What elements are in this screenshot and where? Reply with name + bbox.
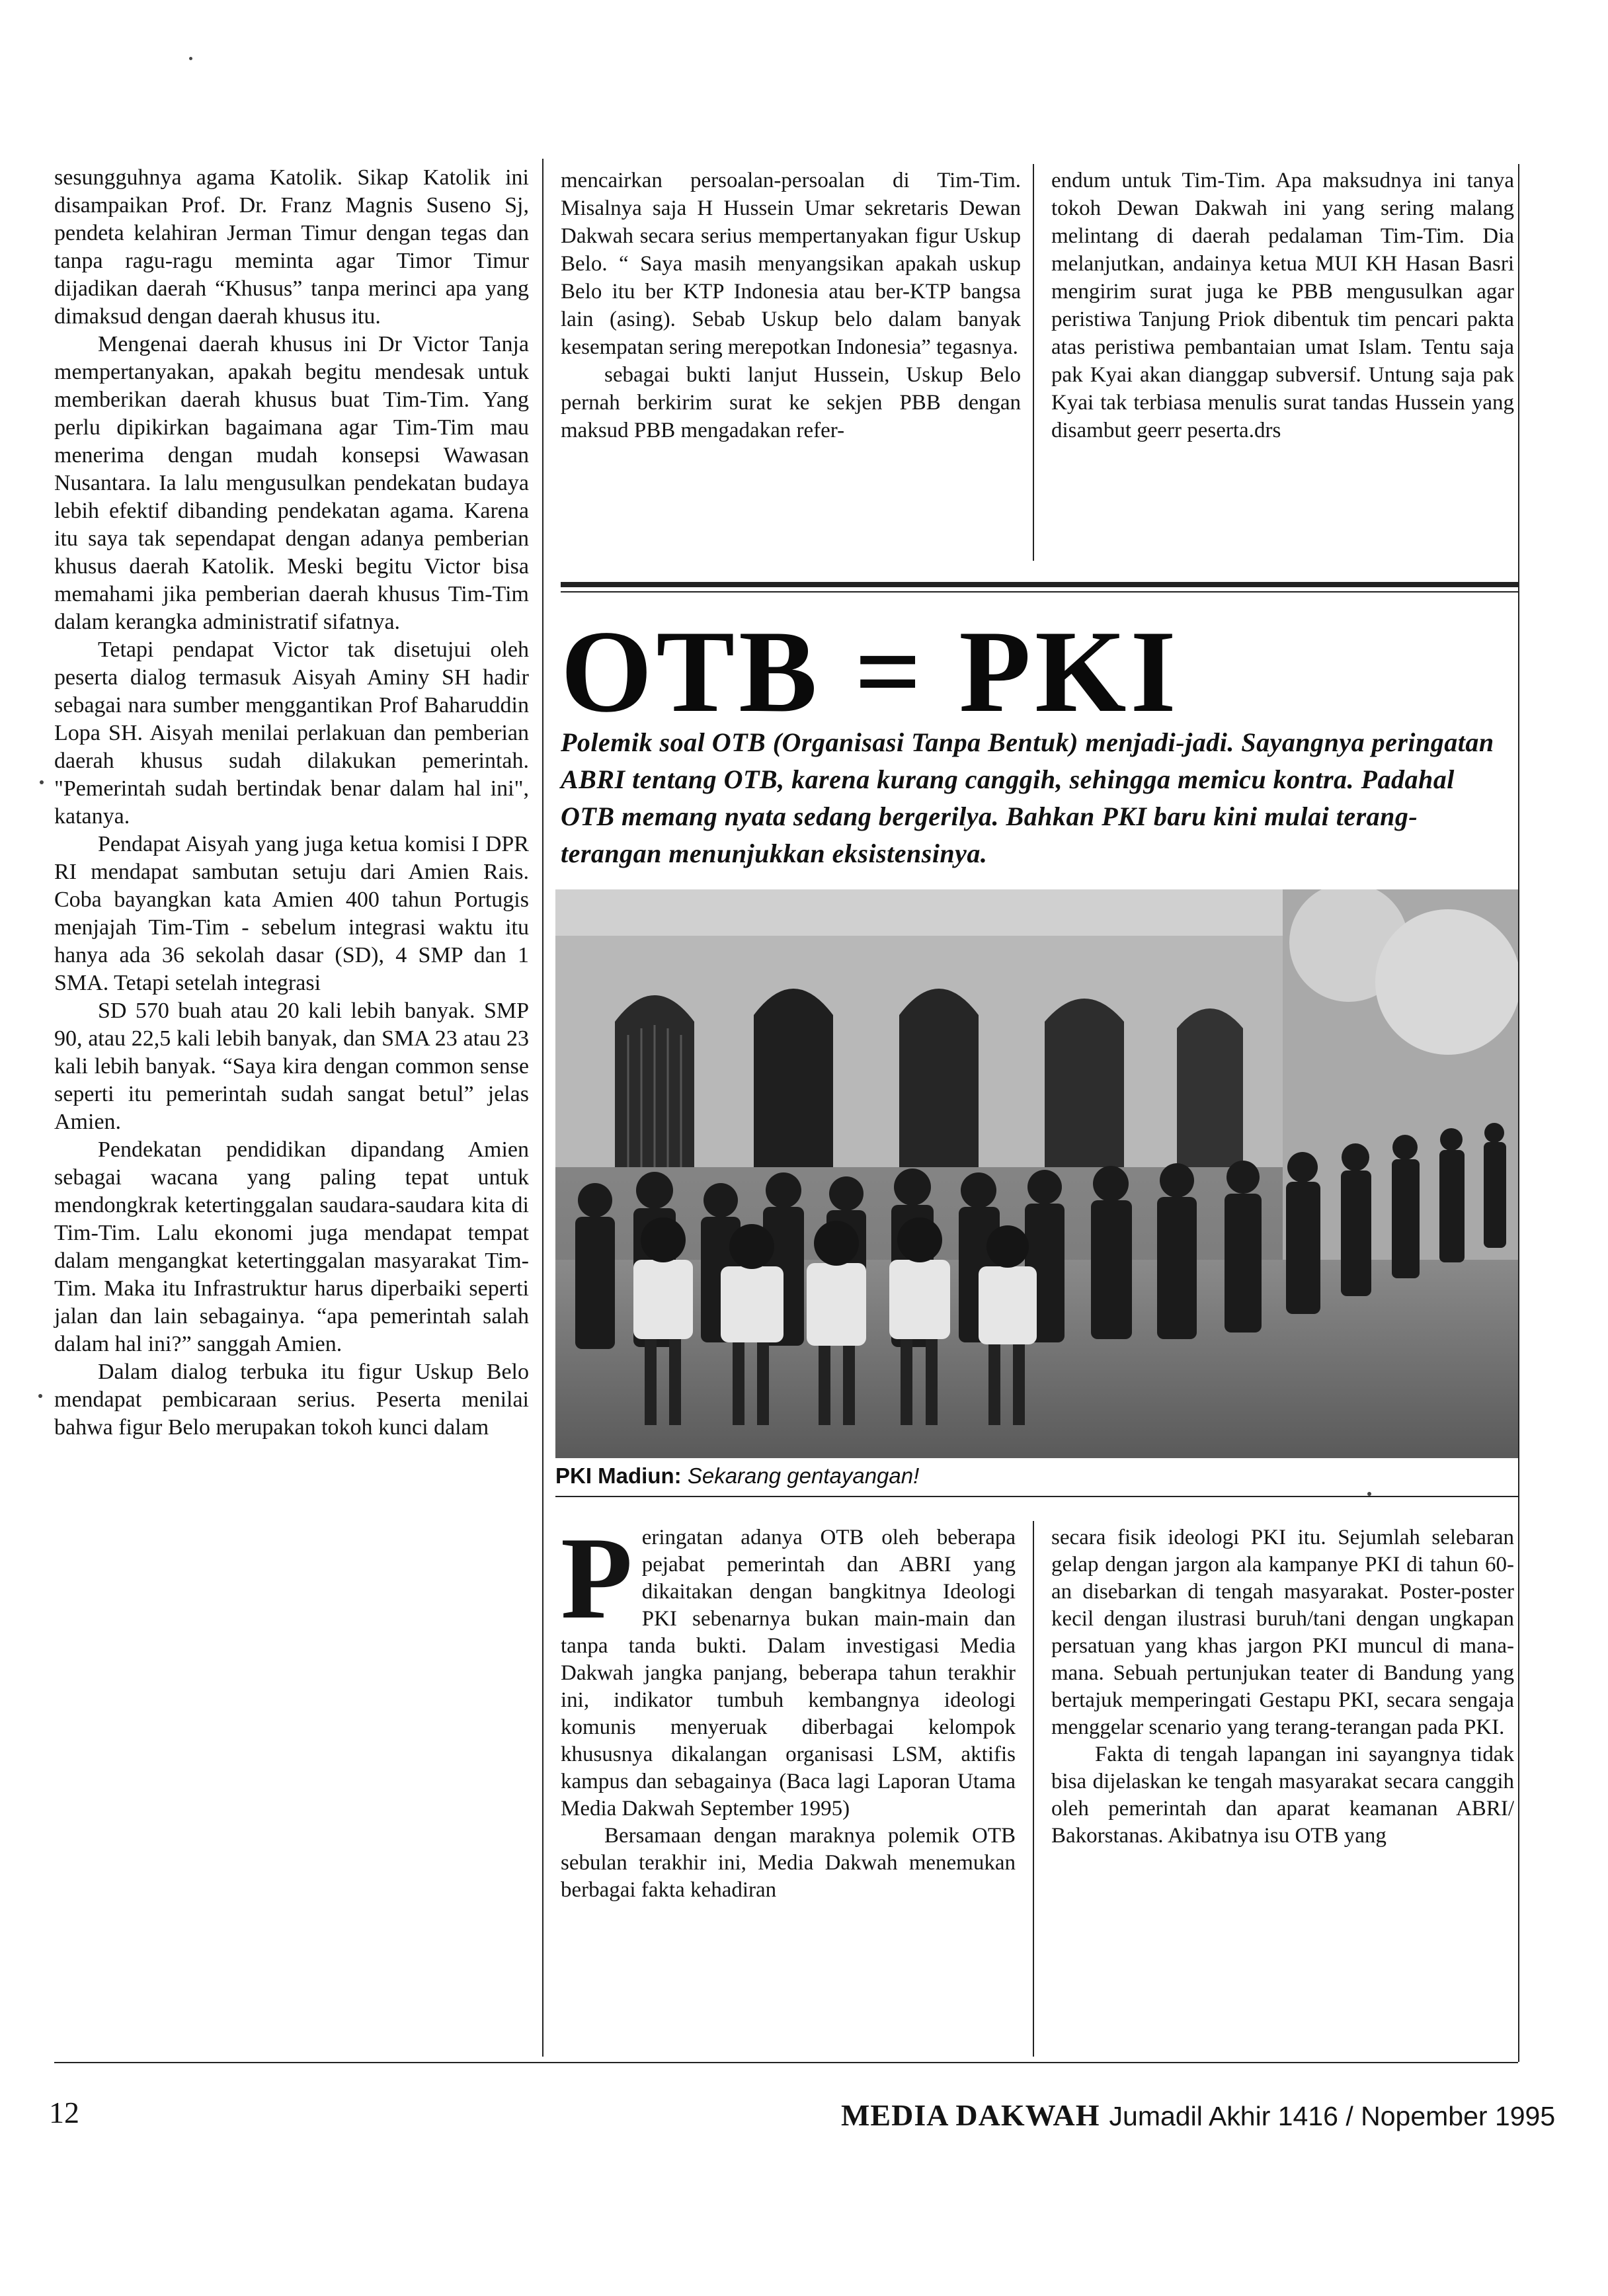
scan-speck [40,780,44,784]
article-headline: OTB = PKI [561,606,1180,737]
left-paragraph-4: Pendapat Aisyah yang juga ketua komisi I DPR RI mendapat sambutan setuju dari Amien Rais. Coba bayangkan kata Amien 400 tahun Portugis menjajah Tim-Tim - sebelum integrasi waktu itu hanya ada 36 sekolah dasar (SD), 4 SMP dan 1 SMA. Tetapi setelah integrasi [54,832,529,995]
article-deck: Polemik soal OTB (Organisasi Tanpa Bentuk) menjadi-jadi. Sayangnya peringatan ABRI tentang OTB, karena kurang canggih, sehingga memicu kontra. Padahal OTB memang nyata sedang bergerilya. Bahkan PKI baru kini mulai terang- terangan menunjukkan eksistensinya. [561,727,1494,868]
footer-rule [54,2062,1518,2063]
issue-date: Jumadil Akhir 1416 / Nopember 1995 [1109,2101,1556,2131]
article-body-left-paragraph-1: eringatan adanya OTB oleh beberapa pejabat pemerintah dan ABRI yang dikaitakan dengan bangkitnya Ideologi PKI sebenarnya bukan main-main dan tanpa tanda bukti. Dalam investigasi Media Dakwah jangka panjang, beberapa tahun terakhir ini, indikator tumbuh kembangnya ideologi komunis menyeruak diberbagai kelompok khususnya dikalangan organisasi LSM, aktifis kampus dan sebagainya (Baca lagi Laporan Utama Media Dakwah September 1995) [561,1526,1016,1821]
top-right-column [1051,167,1514,444]
article-photo [555,889,1518,1458]
article-dropcap: P [561,1512,633,1643]
headline-rule-thick [561,582,1518,587]
caption-rule [555,1496,1518,1497]
scan-speck [189,57,192,60]
article-body-right [1051,1524,1514,1850]
article-body-left-paragraph-2: Bersamaan dengan maraknya polemik OTB sebulan terakhir ini, Media Dakwah menemukan berbagai fakta kehadiran [561,1824,1016,1902]
left-paragraph-6: Pendekatan pendidikan dipandang Amien sebagai wacana yang paling tepat untuk mendongkrak ketertinggalan saudara-saudara kita di Tim-Tim. Lalu ekonomi juga mendapat tempat dalam mengangkat ketertinggalan masyarakat Tim-Tim. Maka itu Infrastruktur harus diperbaiki seperti jalan dan lain sebagainya. “apa pemerintah salah dalam hal ini?” sanggah Amien. [54,1137,529,1356]
publication-name: MEDIA DAKWAH [841,2098,1100,2132]
left-column [54,164,529,1442]
left-paragraph-7: Dalam dialog terbuka itu figur Uskup Belo mendapat pembicaraan serius. Peserta menilai bahwa figur Belo merupakan tokoh kunci dalam [54,1360,529,1440]
column-rule-right-edge [1518,164,1519,2062]
scan-speck [1367,1492,1371,1496]
article-body-right-paragraph-2: Fakta di tengah lapangan ini sayangnya tidak bisa dijelaskan ke tengah masyarakat secara canggih oleh pemerintah dan aparat keamanan ABRI/ Bakorstanas. Akibatnya isu OTB yang [1051,1742,1514,1848]
top-middle-paragraph-2: sebagai bukti lanjut Hussein, Uskup Belo pernah berkirim surat ke sekjen PBB dengan maksud PBB mengadakan refer- [561,363,1021,442]
photo-illustration [555,889,1518,1458]
photo-caption [555,1463,919,1489]
left-paragraph-5: SD 570 buah atau 20 kali lebih banyak. SMP 90, atau 22,5 kali lebih banyak, dan SMA 23 atau 23 kali lebih banyak. “Saya kira dengan common sense seperti itu pemerintah sudah sangat betul” jelas Amien. [54,999,529,1134]
column-rule-top-middle [1033,164,1034,561]
column-rule-left [542,159,543,2057]
column-rule-bottom-middle [1033,1521,1034,2057]
top-middle-paragraph-1: mencairkan persoalan-persoalan di Tim-Tim. Misalnya saja H Hussein Umar sekretaris Dewan Dakwah secara serius mempertanyakan figur Uskup Belo. “ Saya masih menyangsikan apakah uskup Belo itu ber KTP Indonesia atau ber-KTP bangsa lain (asing). Sebab Uskup belo dalam banyak kesempatan sering merepotkan Indonesia” tegasnya. [561,169,1021,359]
top-middle-column [561,167,1021,444]
left-paragraph-3: Tetapi pendapat Victor tak disetujui oleh peserta dialog termasuk Aisyah Aminy SH hadir sebagai nara sumber menggantikan Prof Baharuddin Lopa SH. Aisyah menilai perlakuan dan pemberian daerah khusus sudah dilakukan pemerintah. "Pemerintah sudah bertindak benar dalam hal ini", katanya. [54,637,529,829]
footer-masthead [841,2098,1555,2133]
left-paragraph-1: sesungguhnya agama Katolik. Sikap Katolik ini disampaikan Prof. Dr. Franz Magnis Suseno Sj, pendeta kelahiran Jerman Timur dengan tegas dan tanpa ragu-ragu meminta agar Timor Timur dijadikan daerah “Khusus” tanpa merinci apa yang dimaksud dengan daerah khusus itu. [54,165,529,329]
headline-rule-thin [561,591,1518,593]
scan-speck [38,1394,42,1398]
article-body-right-paragraph-1: secara fisik ideologi PKI itu. Sejumlah selebaran gelap dengan jargon ala kampanye PKI di tahun 60-an disebarkan di tengah masyarakat. Poster-poster kecil dengan ilustrasi buruh/tani dengan ungkapan persatuan yang khas jargon PKI muncul di mana-mana. Sebuah pertunjukan teater di Bandung yang bertajuk memperingati Gestapu PKI, secara sengaja menggelar scenario yang terang-terangan pada PKI. [1051,1526,1514,1739]
article-body-left [561,1512,1016,1904]
photo-caption-text: Sekarang gentayangan! [687,1463,920,1488]
top-right-paragraph-1: endum untuk Tim-Tim. Apa maksudnya ini tanya tokoh Dewan Dakwah ini yang sering malang melintang di daerah pedalaman Tim-Tim. Dia melanjutkan, andainya ketua MUI KH Hasan Basri mengirim surat juga ke PBB mengusulkan agar peristiwa Tanjung Priok dibentuk tim pencari pakta atas peristiwa pembantaian umat Islam. Tentu saja pak Kyai akan dianggap subversif. Untung saja pak Kyai tak terbiasa menulis surat tandas Hussein yang disambut geerr peserta.drs [1051,169,1514,442]
left-paragraph-2: Mengenai daerah khusus ini Dr Victor Tanja mempertanyakan, apakah begitu mendesak untuk memberikan daerah khusus buat Tim-Tim. Yang perlu dipikirkan bagaimana agar Tim-Tim mau menerima dengan mudah konsepsi Wawasan Nusantara. Ia lalu mengusulkan pendekatan budaya lebih efektif dibanding pendekatan agama. Karena itu saya tak sependapat dengan adanya pemberian khusus daerah Katolik. Meski begitu Victor bisa memahami jika pemberian daerah khusus Tim-Tim dalam kerangka administratif sifatnya. [54,332,529,634]
page-number: 12 [49,2096,79,2129]
photo-caption-label: PKI Madiun: [555,1463,682,1488]
